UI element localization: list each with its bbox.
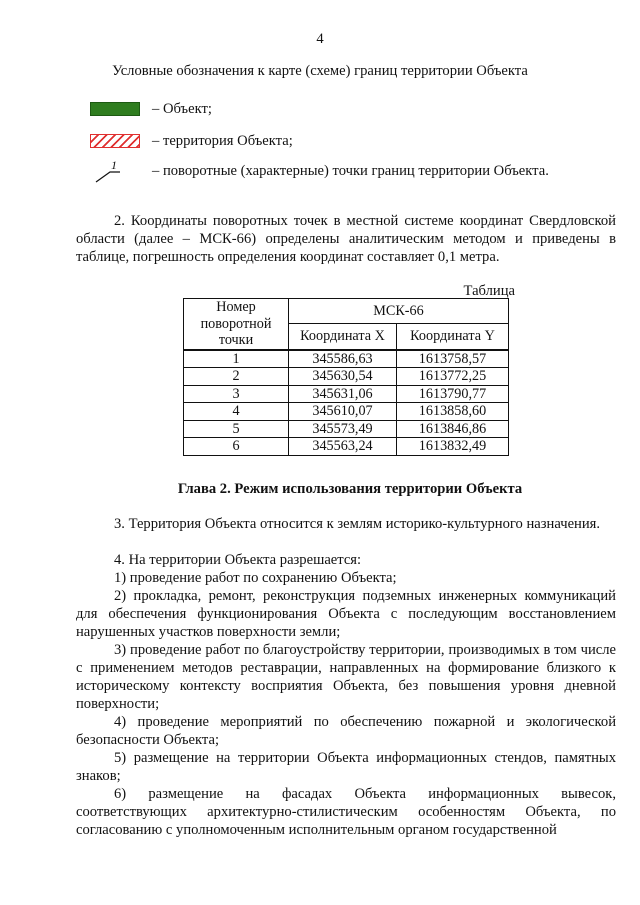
legend-item-territory: [90, 130, 293, 152]
cell-x: 345563,24: [289, 438, 397, 456]
table-row: [184, 385, 509, 403]
cell-x: 345610,07: [289, 403, 397, 421]
table-row: [184, 368, 509, 386]
cell-x: 345586,63: [289, 350, 397, 368]
header-x: Координата X: [289, 324, 397, 350]
cell-number: 2: [184, 368, 289, 386]
cell-y: 1613790,77: [397, 385, 509, 403]
cell-y: 1613758,57: [397, 350, 509, 368]
legend-item-turning-point: [90, 160, 549, 182]
cell-y: 1613772,25: [397, 368, 509, 386]
legend-item-label: – поворотные (характерные) точки границ территории Объекта.: [152, 163, 549, 179]
table-row: [184, 438, 509, 456]
turning-point-marker: 1: [111, 158, 117, 172]
turning-point-icon: [90, 158, 140, 184]
legend-item-label: – Объект;: [152, 101, 212, 117]
object-swatch-icon: [90, 102, 140, 116]
legend-title: Условные обозначения к карте (схеме) границ территории Объекта: [112, 63, 528, 79]
header-coordinate-system: МСК-66: [289, 299, 509, 324]
legend-item-object: [90, 98, 212, 120]
legend-item-label: – территория Объекта;: [152, 133, 293, 149]
cell-number: 4: [184, 403, 289, 421]
coordinates-table: [183, 298, 509, 456]
cell-number: 1: [184, 350, 289, 368]
paragraph-4-6: 6) размещение на фасадах Объекта информационных вывесок, соответствующих архитектурно-стилистическим особенностям Объекта, по согласованию с уполномоченным исполнительным органом государственной: [76, 786, 616, 838]
paragraph-4: 4. На территории Объекта разрешается:: [114, 552, 362, 568]
cell-x: 345630,54: [289, 368, 397, 386]
paragraph-3: 3. Территория Объекта относится к землям историко-культурного назначения.: [114, 516, 601, 532]
paragraph-4-4: 4) проведение мероприятий по обеспечению пожарной и экологической безопасности Объекта;: [76, 714, 616, 748]
paragraph-4-3: 3) проведение работ по благоустройству территории, производимых в том числе с применением методов реставрации, направленных на формирование близкого к историческому контексту восприятия Объекта, без повышения уровня дневной поверхности;: [76, 642, 616, 712]
table-row: [184, 403, 509, 421]
paragraph-coordinates: 2. Координаты поворотных точек в местной системе координат Свердловской области (далее – МСК-66) определены аналитическим методом и приведены в таблице, погрешность определения координат составляет 0,1 метра.: [76, 213, 616, 265]
cell-y: 1613858,60: [397, 403, 509, 421]
territory-hatch-icon: [90, 134, 140, 148]
paragraph-4-1: 1) проведение работ по сохранению Объекта;: [114, 570, 397, 586]
table-row: [184, 350, 509, 368]
cell-x: 345631,06: [289, 385, 397, 403]
header-point-number: Номер поворотной точки: [184, 299, 289, 350]
table-caption: Таблица: [463, 283, 515, 299]
cell-number: 5: [184, 420, 289, 438]
paragraph-4-2: 2) прокладка, ремонт, реконструкция подземных инженерных коммуникаций для обеспечения функционирования Объекта с последующим восстановлением нарушенных участков поверхности земли;: [76, 588, 616, 640]
cell-y: 1613832,49: [397, 438, 509, 456]
paragraph-4-5: 5) размещение на территории Объекта информационных стендов, памятных знаков;: [76, 750, 616, 784]
cell-x: 345573,49: [289, 420, 397, 438]
page-number: 4: [316, 31, 324, 47]
chapter-title: Глава 2. Режим использования территории Объекта: [177, 481, 523, 497]
cell-number: 6: [184, 438, 289, 456]
header-y: Координата Y: [397, 324, 509, 350]
table-row: [184, 420, 509, 438]
cell-y: 1613846,86: [397, 420, 509, 438]
cell-number: 3: [184, 385, 289, 403]
